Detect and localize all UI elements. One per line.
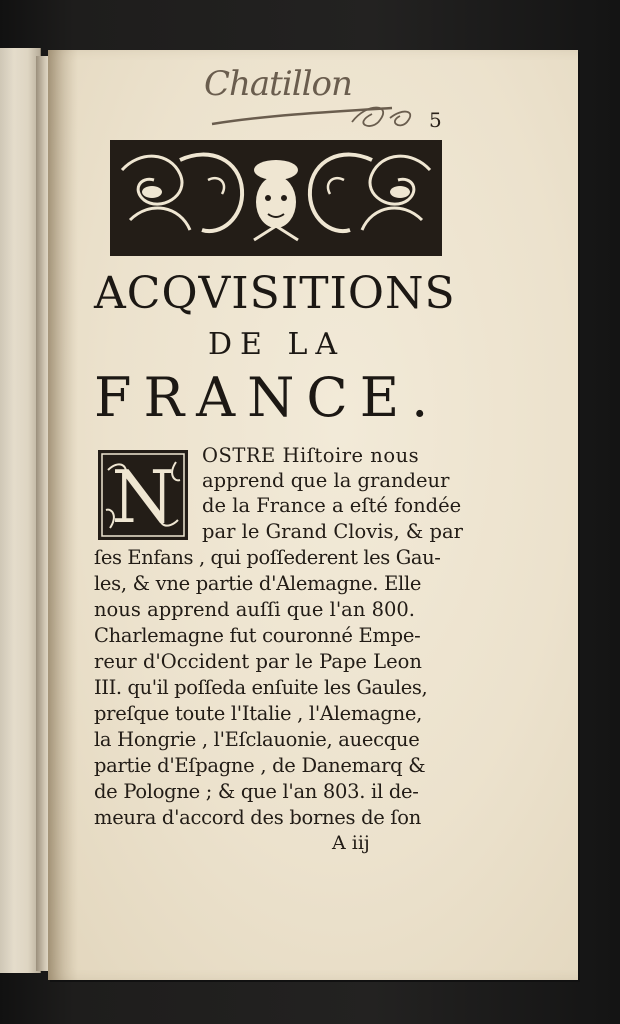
body-line-15: meura d'accord des bornes de ſon <box>94 806 422 829</box>
gutter-shadow <box>48 50 78 980</box>
body-line-12: la Hongrie , l'Eſclauonie, auecque <box>94 728 420 751</box>
title-line-2: DE LA <box>208 327 346 362</box>
signature-mark-catchword: A iij <box>332 832 370 854</box>
body-line-10: III. qu'il poſſeda enſuite les Gaules, <box>94 676 428 699</box>
page-number: 5 <box>429 108 442 132</box>
handwritten-signature <box>202 62 442 142</box>
body-line-8: Charlemagne fut couronné Empe- <box>94 624 421 647</box>
body-line-9: reur d'Occident par le Pape Leon <box>94 650 422 673</box>
signature-text: Chatillon <box>204 64 352 104</box>
body-line-1: OSTRE Hiſtoire nous <box>202 444 420 467</box>
body-line-13: partie d'Eſpagne , de Danemarq & <box>94 754 426 777</box>
body-line-6: les, & vne partie d'Alemagne. Elle <box>94 572 422 595</box>
signature-flourish <box>202 62 442 142</box>
ornamental-headpiece-icon <box>110 140 442 256</box>
facing-page-edge <box>0 48 41 973</box>
body-line-3: de la France a eſté fondée <box>202 494 462 517</box>
body-line-5: ſes Enfans , qui poſſederent les Gau- <box>94 546 441 569</box>
body-line-11: preſque toute l'Italie , l'Alemagne, <box>94 702 422 725</box>
body-line-4: par le Grand Clovis, & par <box>202 520 463 543</box>
title-line-1: ACQVISITIONS <box>94 268 456 319</box>
body-line-2: apprend que la grandeur <box>202 469 450 492</box>
drop-cap-letter: N <box>111 455 175 539</box>
decorated-initial <box>98 450 188 540</box>
body-line-14: de Pologne ; & que l'an 803. il de- <box>94 780 419 803</box>
title-line-3: FRANCE. <box>94 366 441 429</box>
body-line-7: nous apprend auſſi que l'an 800. <box>94 598 415 621</box>
